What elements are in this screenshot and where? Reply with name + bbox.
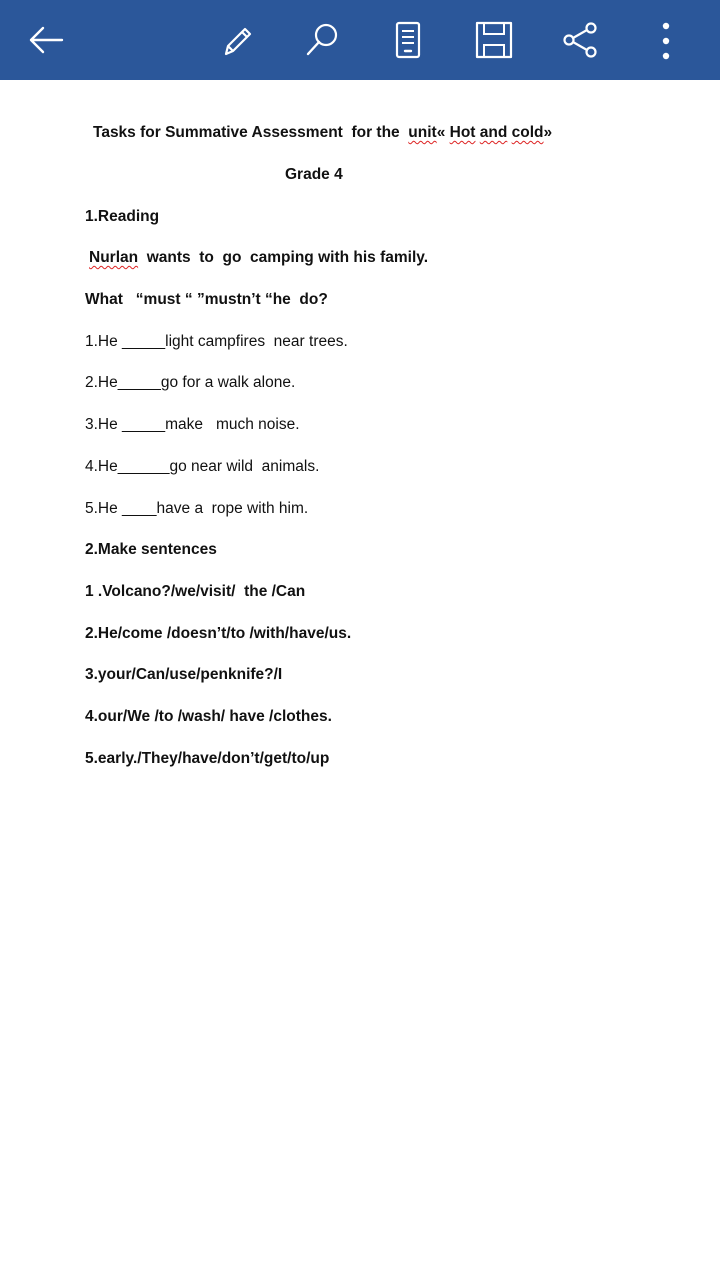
document-title: [93, 123, 552, 143]
intro-rest: wants to go camping with his family.: [138, 249, 429, 266]
reading-item: 4.He______go near wild animals.: [85, 458, 320, 475]
back-button[interactable]: [16, 10, 76, 70]
reading-view-button[interactable]: [378, 10, 438, 70]
back-arrow-icon: [26, 20, 66, 60]
save-icon: [474, 20, 514, 60]
share-icon: [560, 20, 600, 60]
sentence-item: 4.our/We /to /wash/ have /clothes.: [85, 708, 332, 725]
search-icon: [302, 20, 342, 60]
title-suffix: »: [543, 124, 553, 141]
more-options-button[interactable]: [636, 10, 696, 70]
reading-intro: [89, 248, 428, 268]
app-toolbar: [0, 0, 720, 80]
more-options-icon: [646, 20, 686, 60]
reading-view-icon: [388, 20, 428, 60]
sentence-item: 1 .Volcano?/we/visit/ the /Can: [85, 583, 306, 600]
reading-item: 1.He _____light campfires near trees.: [85, 333, 348, 350]
section1-heading: 1.Reading: [85, 208, 160, 225]
section2-heading: 2.Make sentences: [85, 541, 217, 558]
document-page: [0, 80, 720, 1280]
title-word-unit: unit: [408, 124, 437, 141]
grade-label: Grade 4: [285, 166, 343, 183]
share-button[interactable]: [550, 10, 610, 70]
sentence-item: 2.He/come /doesn’t/to /with/have/us.: [85, 625, 352, 642]
reading-question: What “must “ ”mustn’t “he do?: [85, 291, 328, 308]
title-word-hot: Hot: [449, 124, 476, 141]
reading-item: 3.He _____make much noise.: [85, 416, 300, 433]
sentence-item: 3.your/Can/use/penknife?/I: [85, 666, 283, 683]
title-sep: «: [436, 124, 450, 141]
reading-item: 5.He ____have a rope with him.: [85, 500, 309, 517]
title-word-cold: cold: [511, 124, 544, 141]
edit-pencil-icon: [216, 20, 256, 60]
edit-button[interactable]: [206, 10, 266, 70]
title-prefix: Tasks for Summative Assessment for the: [93, 124, 409, 141]
save-button[interactable]: [464, 10, 524, 70]
sentence-item: 5.early./They/have/don’t/get/to/up: [85, 750, 330, 767]
reading-item: 2.He_____go for a walk alone.: [85, 374, 296, 391]
search-button[interactable]: [292, 10, 352, 70]
intro-name: Nurlan: [89, 249, 139, 266]
title-word-and: and: [479, 124, 508, 141]
